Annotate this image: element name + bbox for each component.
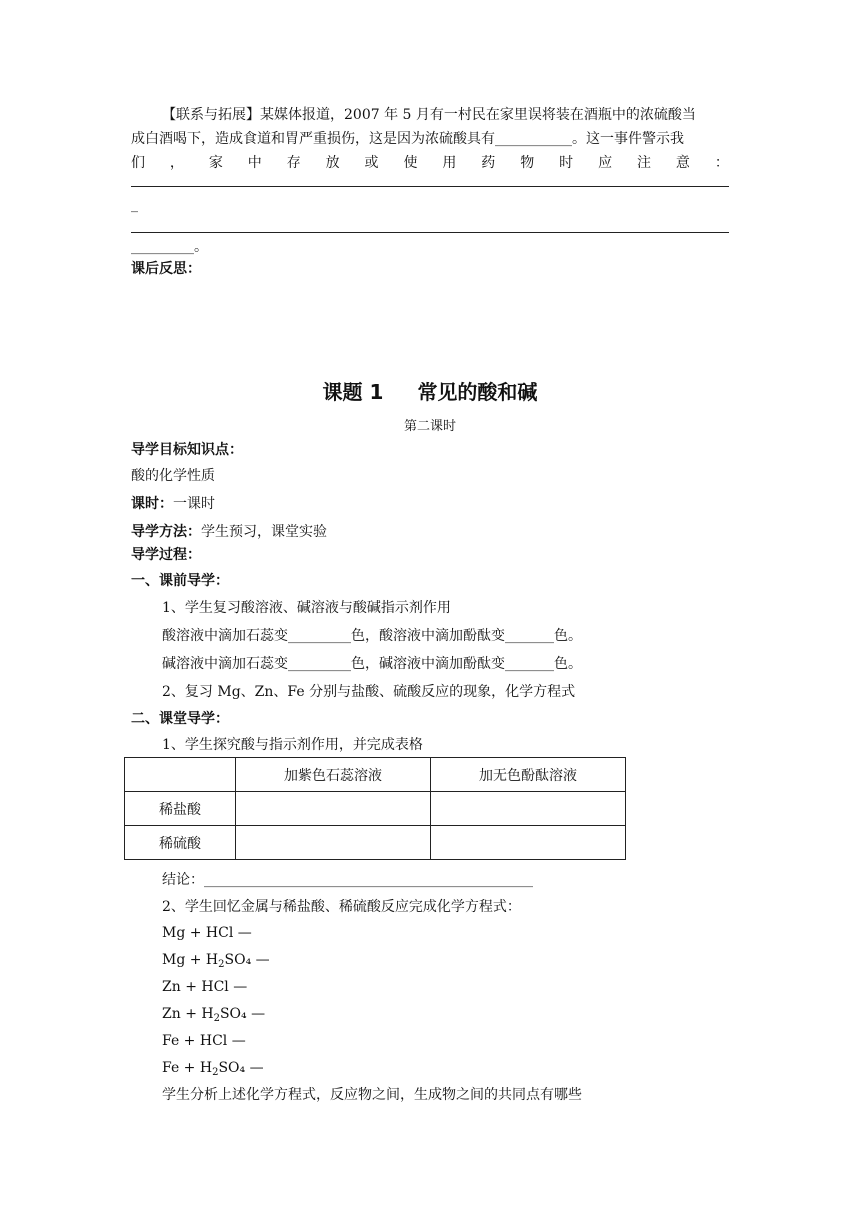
section1-item2: 2、复习 Mg、Zn、Fe 分别与盐酸、硫酸反应的现象，化学方程式 — [162, 684, 576, 700]
reflection-label: 课后反思： — [131, 261, 201, 277]
extension-line-3: 们 ， 家 中 存 放 或 使 用 药 物 时 应 注 意 ： — [131, 155, 729, 171]
period-value: 一课时 — [173, 496, 215, 512]
table-header-cell — [125, 758, 236, 792]
section1-item1: 1、学生复习酸溶液、碱溶液与酸碱指示剂作用 — [162, 600, 451, 616]
equation: $Fe + H_2SO_4$ — — [162, 1060, 264, 1078]
table-row-label: 稀盐酸 — [125, 792, 236, 826]
acid-indicator-line: 酸溶液中滴加石蕊变_________色，酸溶液中滴加酚酞变_______色。 — [162, 628, 582, 644]
extension-line-1: 【联系与拓展】某媒体报道，2007 年 5 月有一村民在家里误将装在酒瓶中的浓硫酸当 — [162, 107, 696, 123]
equation: Mg + HCl — — [162, 925, 252, 941]
table-row — [125, 792, 626, 826]
period-label: 课时： — [131, 496, 173, 512]
conclusion-line: 结论：_______________________________________________ — [162, 872, 533, 888]
equation: Fe + HCl — — [162, 1033, 246, 1049]
method-row — [131, 523, 327, 541]
extension-line-2: 成白酒喝下，造成食道和胃严重损伤，这是因为浓硫酸具有___________。这一事件警示我 — [131, 131, 684, 147]
equation: $Zn + H_2SO_4$ — — [162, 1006, 266, 1024]
table-header-cell: 加无色酚酞溶液 — [431, 758, 626, 792]
table-cell[interactable] — [236, 826, 431, 860]
goal-label: 导学目标知识点： — [131, 442, 243, 458]
analysis-prompt: 学生分析上述化学方程式，反应物之间，生成物之间的共同点有哪些 — [162, 1087, 582, 1103]
table-cell[interactable] — [236, 792, 431, 826]
period-row — [131, 495, 215, 513]
equation: $Mg + H_2SO_4$ — — [162, 952, 270, 970]
section2-item2: 2、学生回忆金属与稀盐酸、稀硫酸反应完成化学方程式： — [162, 899, 521, 915]
method-value: 学生预习，课堂实验 — [201, 524, 327, 540]
goal-value: 酸的化学性质 — [131, 468, 215, 484]
table-cell[interactable] — [431, 826, 626, 860]
table-header-cell: 加紫色石蕊溶液 — [236, 758, 431, 792]
extension-line-5: _________。 — [131, 239, 208, 255]
section2-item1: 1、学生探究酸与指示剂作用，并完成表格 — [162, 737, 423, 753]
section1-heading: 一、课前导学： — [131, 573, 229, 589]
indicator-table — [124, 757, 626, 860]
answer-line — [131, 232, 729, 233]
process-label: 导学过程： — [131, 547, 201, 563]
table-row — [125, 826, 626, 860]
extension-line-4: _ — [131, 197, 138, 213]
page-title: 课题 1 常见的酸和碱 — [322, 380, 538, 404]
page-subtitle: 第二课时 — [403, 419, 456, 434]
equation: Zn + HCl — — [162, 979, 248, 995]
table-row-label: 稀硫酸 — [125, 826, 236, 860]
method-label: 导学方法： — [131, 524, 201, 540]
base-indicator-line: 碱溶液中滴加石蕊变_________色，碱溶液中滴加酚酞变_______色。 — [162, 656, 582, 672]
table-cell[interactable] — [431, 792, 626, 826]
section2-heading: 二、课堂导学： — [131, 711, 229, 727]
answer-line — [131, 186, 729, 187]
table-header-row — [125, 758, 626, 792]
